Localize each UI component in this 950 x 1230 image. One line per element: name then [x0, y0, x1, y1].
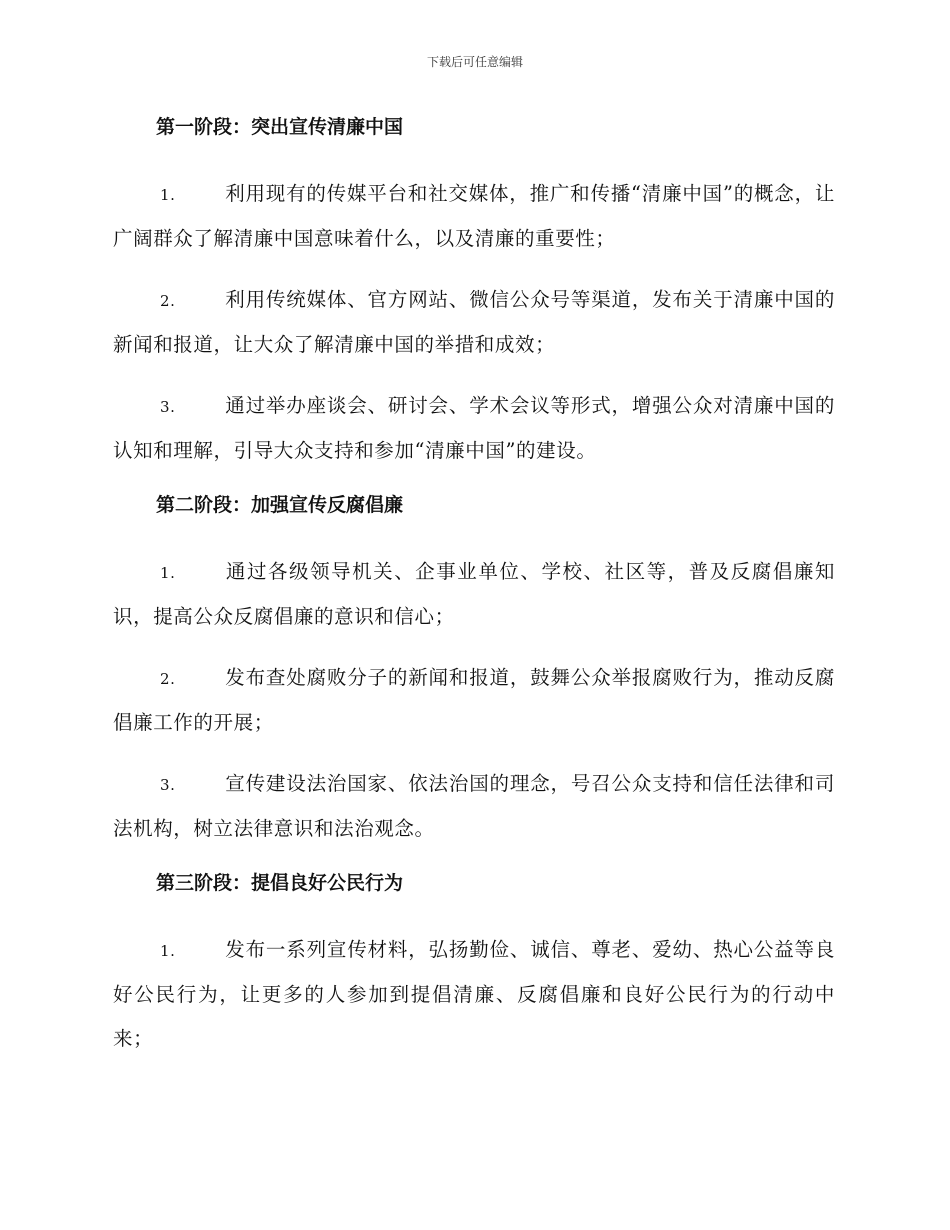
item-number: 1. [160, 186, 176, 204]
item-text: 发布查处腐败分子的新闻和报道，鼓舞公众举报腐败行为，推动反腐倡廉工作的开展； [113, 666, 835, 734]
item-text: 宣传建设法治国家、依法治国的理念，号召公众支持和信任法律和司法机构，树立法律意识和法治观念。 [113, 772, 835, 840]
list-item [113, 762, 835, 851]
list-item [113, 928, 835, 1061]
item-text: 利用传统媒体、官方网站、微信公众号等渠道，发布关于清廉中国的新闻和报道，让大众了解清廉中国的举措和成效； [113, 288, 835, 356]
section-heading: 第二阶段：加强宣传反腐倡廉 [156, 494, 404, 516]
section-heading: 第一阶段：突出宣传清廉中国 [156, 116, 404, 138]
list-item [113, 656, 835, 745]
list-item [113, 550, 835, 639]
item-number: 2. [160, 670, 176, 688]
list-item [113, 384, 835, 473]
list-item [113, 172, 835, 261]
item-number: 3. [160, 776, 176, 794]
item-number: 2. [160, 292, 176, 310]
page-header: 下载后可任意编辑 [426, 55, 523, 69]
item-number: 1. [160, 564, 176, 582]
item-text: 通过各级领导机关、企事业单位、学校、社区等，普及反腐倡廉知识，提高公众反腐倡廉的意识和信心； [113, 560, 835, 628]
item-number: 3. [160, 398, 176, 416]
item-text: 通过举办座谈会、研讨会、学术会议等形式，增强公众对清廉中国的认知和理解，引导大众支持和参加“清廉中国”的建设。 [113, 394, 835, 462]
section-heading: 第三阶段：提倡良好公民行为 [156, 872, 404, 894]
document-body [113, 112, 835, 1061]
item-text: 利用现有的传媒平台和社交媒体，推广和传播“清廉中国”的概念，让广阔群众了解清廉中国意味着什么，以及清廉的重要性； [113, 182, 835, 250]
item-number: 1. [160, 942, 176, 960]
list-item [113, 278, 835, 367]
item-text: 发布一系列宣传材料，弘扬勤俭、诚信、尊老、爱幼、热心公益等良好公民行为，让更多的人参加到提倡清廉、反腐倡廉和良好公民行为的行动中来； [113, 938, 835, 1050]
